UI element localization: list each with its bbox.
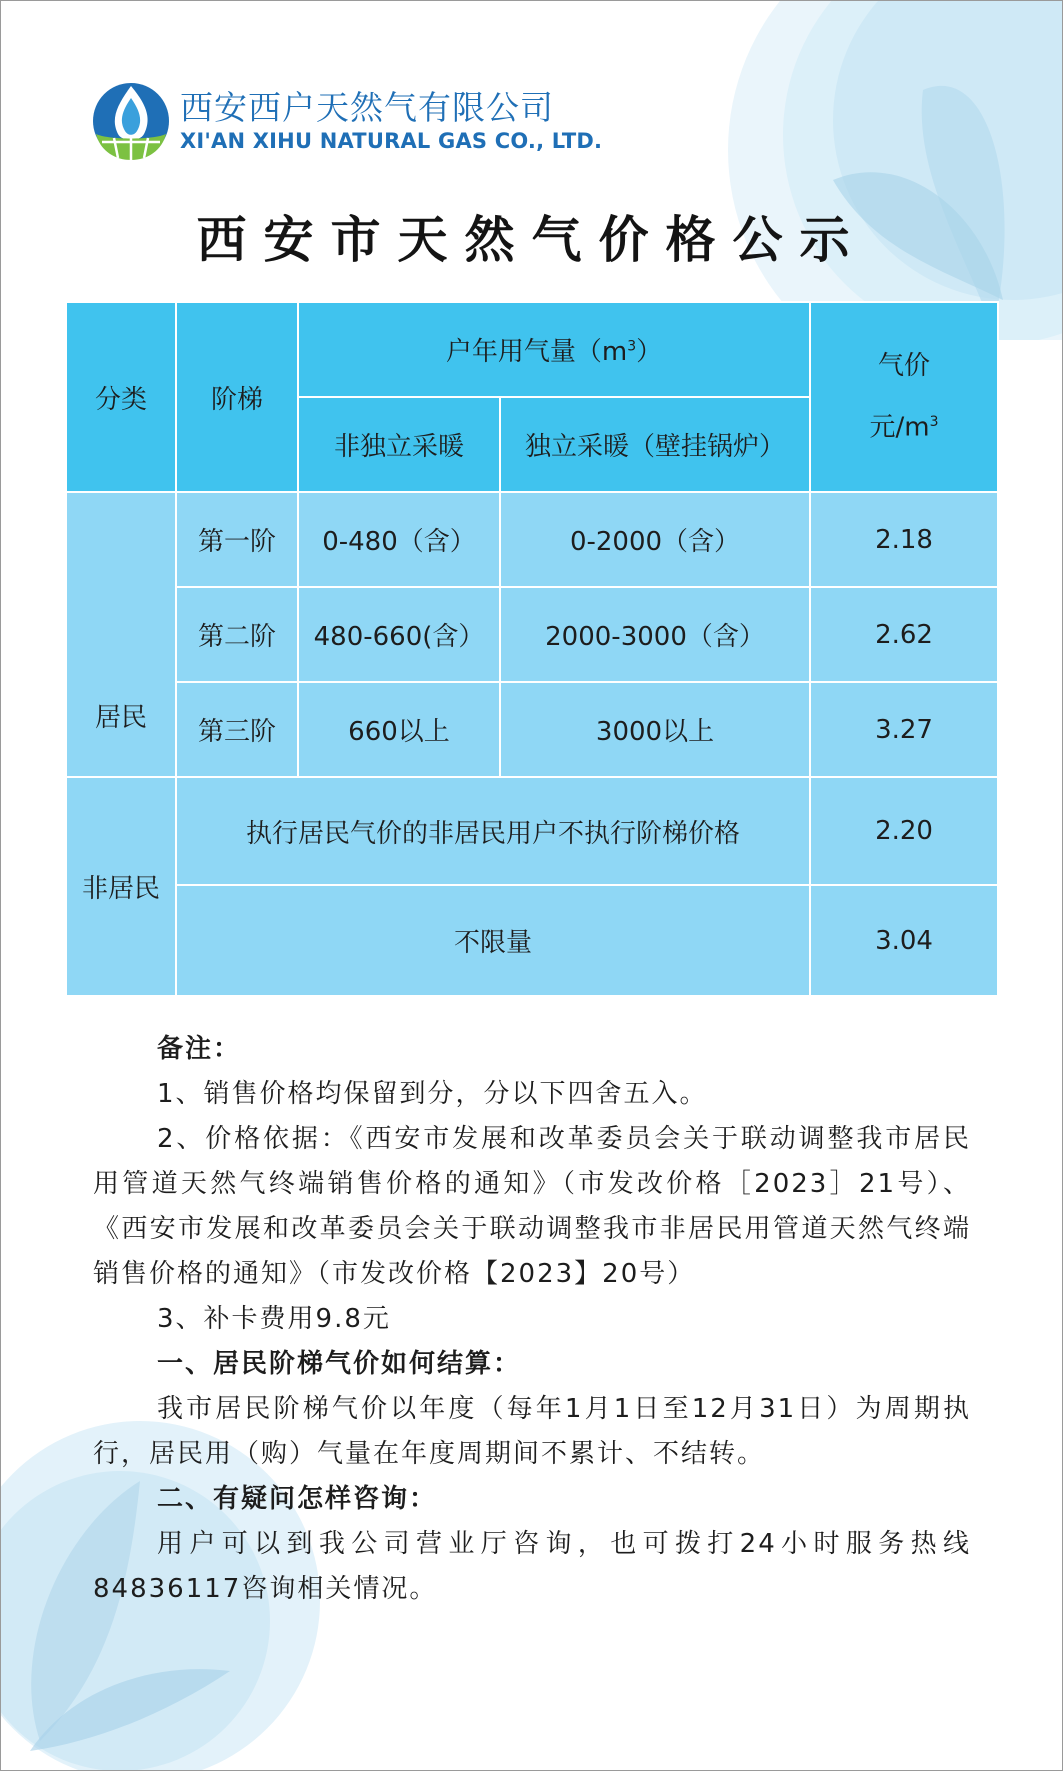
tier-2-non-independent: 480-660(含）: [298, 587, 500, 682]
non-residential-row-2-price: 3.04: [810, 885, 998, 996]
page-title: 西安市天然气价格公示: [196, 211, 867, 269]
non-residential-row-1-price: 2.20: [810, 777, 998, 885]
note-item-3: 3、补卡费用9.8元: [157, 1304, 391, 1334]
tier-1-price: 2.18: [810, 492, 998, 587]
tier-1-independent: 0-2000（含）: [500, 492, 810, 587]
tier-3-price: 3.27: [810, 682, 998, 777]
tier-2-price: 2.62: [810, 587, 998, 682]
header-price-label: 气价: [878, 351, 931, 382]
company-name-cn: 西安西户天然气有限公司: [180, 88, 554, 127]
company-name-en: XI'AN XIHU NATURAL GAS CO., LTD.: [180, 129, 603, 153]
tier-2-name: 第二阶: [176, 587, 298, 682]
header-annual-volume-close: ）: [636, 337, 663, 367]
header-price-unit-label: 元/m: [869, 412, 930, 443]
header-annual-volume-label: 户年用气量（m: [445, 337, 628, 367]
gas-price-table: [65, 301, 999, 997]
tier-3-name: 第三阶: [176, 682, 298, 777]
gas-flame-logo-icon: [88, 78, 174, 164]
tier-2-independent: 2000-3000（含）: [500, 587, 810, 682]
note-item-1: 1、销售价格均保留到分，分以下四舍五入。: [157, 1079, 708, 1109]
notes-heading: 备注：: [157, 1034, 242, 1064]
header-price-unit: [811, 394, 997, 456]
header-volume-unit-superscript: 3: [627, 338, 637, 355]
section-1-title: 一、居民阶梯气价如何结算：: [157, 1349, 522, 1379]
note-item-2: 2、价格依据：《西安市发展和改革委员会关于联动调整我市居民用管道天然气终端销售价格的通知》（市发改价格［2023］21号）、《西安市发展和改革委员会关于联动调整我市非居民用管道天然气终端销售价格的通知》（市发改价格【2023】20号）: [93, 1124, 971, 1289]
company-logo: [88, 78, 602, 164]
non-residential-label: 非居民: [66, 777, 176, 996]
tier-3-non-independent: 660以上: [298, 682, 500, 777]
section-1-body: 我市居民阶梯气价以年度（每年1月1日至12月31日）为周期执行，居民用（购）气量在年度周期间不累计、不结转。: [93, 1394, 971, 1469]
section-2-body: 用户可以到我公司营业厅咨询，也可拨打24小时服务热线84836117咨询相关情况。: [93, 1529, 971, 1604]
section-2-title: 二、有疑问怎样咨询：: [157, 1484, 438, 1514]
header-category: 分类: [66, 302, 176, 492]
header-non-independent-heating: 非独立采暖: [298, 397, 500, 492]
header-price: [810, 302, 998, 492]
header-tier: 阶梯: [176, 302, 298, 492]
decorative-leaf-top-right: [663, 0, 1063, 340]
tier-1-name: 第一阶: [176, 492, 298, 587]
tier-3-independent: 3000以上: [500, 682, 810, 777]
residential-label: 居民: [66, 492, 176, 777]
non-residential-row-1-desc: 执行居民气价的非居民用户不执行阶梯价格: [176, 777, 810, 885]
header-price-unit-superscript: 3: [929, 414, 939, 431]
non-residential-row-2-desc: 不限量: [176, 885, 810, 996]
tier-1-non-independent: 0-480（含）: [298, 492, 500, 587]
header-annual-volume: [298, 302, 810, 397]
header-independent-heating: 独立采暖（壁挂锅炉）: [500, 397, 810, 492]
notes-section: [93, 1027, 971, 1612]
